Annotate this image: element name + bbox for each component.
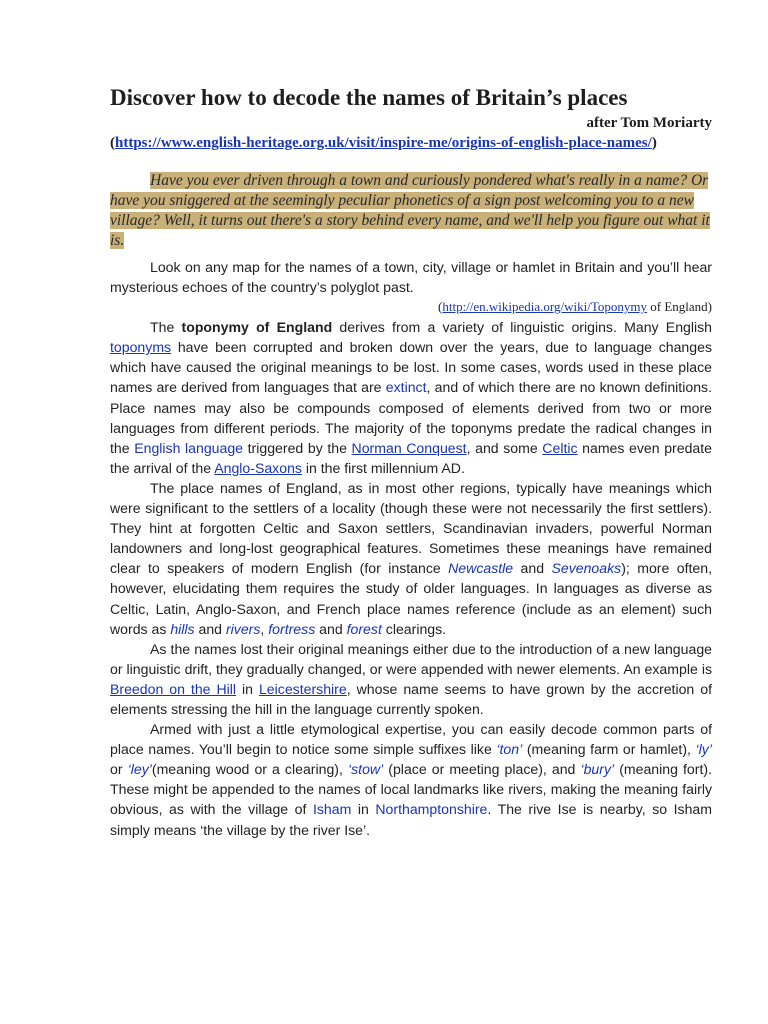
p3-text: and xyxy=(315,620,347,637)
suffix-ley: ‘ley’ xyxy=(127,761,152,778)
link-english-language[interactable]: English language xyxy=(134,439,244,456)
p3-text: ); more often, however, elucidating them requires the study of older languages. In languages as diverse as Celtic, Latin, Anglo-Saxon, and French place names reference (include as an element) such words as xyxy=(110,560,712,637)
author-line: after Tom Moriarty xyxy=(586,115,712,131)
paragraph-3 xyxy=(110,478,712,639)
link-forest[interactable]: forest xyxy=(346,620,382,637)
suffix-ton: ‘ton’ xyxy=(496,741,523,758)
source-open-paren: ( xyxy=(110,135,115,151)
paragraph-5 xyxy=(110,719,712,840)
page-title: Discover how to decode the names of Britain’s places xyxy=(110,85,628,110)
p5-text: in xyxy=(351,801,376,818)
p5-text: or xyxy=(110,761,128,778)
link-fortress[interactable]: fortress xyxy=(268,620,316,637)
link-rivers[interactable]: rivers xyxy=(225,620,261,637)
paragraph-4 xyxy=(110,639,712,719)
suffix-ly: ‘ly’ xyxy=(695,741,712,758)
link-isham[interactable]: Isham xyxy=(312,801,352,818)
p2-text: have been corrupted and broken down over the years, due to language changes which have caused the original meanings to be lost. In some cases, words used in these place names are derived from languages that are xyxy=(110,339,712,396)
p5-text: (meaning wood or a clearing), xyxy=(151,761,348,778)
p2-text: The xyxy=(150,319,182,336)
link-toponyms[interactable]: toponyms xyxy=(110,339,172,356)
p3-text: , xyxy=(260,620,269,637)
p3-text: The place names of England, as in most other regions, typically have meanings which were significant to the settlers of a locality (though these were not necessarily the first settlers). They hint at forgotten Celtic and Saxon settlers, Scandinavian invaders, powerful Norman landowners and long-lost geographical features. Sometimes these meanings have remained clear to speakers of modern English (for instance xyxy=(110,479,712,577)
p5-text: (place or meeting place), and xyxy=(383,761,581,778)
suffix-stow: ‘stow’ xyxy=(347,761,384,778)
source-line xyxy=(110,133,712,153)
p2-text: , and of which there are no known definitions. Place names may also be compounds composed of elements derived from two or more languages from different periods. The majority of the toponyms predate the radical changes in the xyxy=(110,379,712,456)
p2-text: names even predate the arrival of the xyxy=(110,439,713,476)
source-close-paren: ) xyxy=(651,135,657,151)
link-breedon-on-the-hill[interactable]: Breedon on the Hill xyxy=(110,680,237,697)
link-northamptonshire[interactable]: Northamptonshire xyxy=(375,801,488,818)
p5-text: (meaning fort). These might be appended to the names of local landmarks like rivers, making the meaning fairly obvious, as with the village of xyxy=(110,761,712,818)
p5-text: Armed with just a little etymological expertise, you can easily decode common parts of place names. You’ll begin to notice some simple suffixes like xyxy=(110,721,712,758)
link-anglo-saxons[interactable]: Anglo-Saxons xyxy=(214,459,302,476)
paragraph-2 xyxy=(110,317,712,478)
reference-line xyxy=(110,297,712,317)
p2-text: triggered by the xyxy=(243,439,352,456)
p3-text: and xyxy=(194,620,226,637)
intro-text: Have you ever driven through a town and curiously pondered what's really in a name? Or have you sniggered at the seemingly peculiar phonetics of a sign post welcoming you to a new village? Well, it turns out there's a story behind every name, and we'll help you figure out what it is. xyxy=(110,172,710,249)
link-leicestershire[interactable]: Leicestershire xyxy=(258,680,347,697)
p2-text: derives from a variety of linguistic origins. Many English xyxy=(332,319,713,336)
link-hills[interactable]: hills xyxy=(170,620,195,637)
suffix-bury: ‘bury’ xyxy=(580,761,615,778)
p5-text: . The rive Ise is nearby, so Isham simply means ‘the village by the river Ise’. xyxy=(110,801,712,838)
link-sevenoaks[interactable]: Sevenoaks xyxy=(551,560,622,577)
p4-text: , whose name seems to have grown by the accretion of elements stressing the hill in the language currently spoken. xyxy=(110,680,712,717)
link-celtic[interactable]: Celtic xyxy=(542,439,578,456)
p2-text: , and some xyxy=(466,439,543,456)
link-norman-conquest[interactable]: Norman Conquest xyxy=(351,439,467,456)
p3-text: clearings. xyxy=(381,620,447,637)
ref-open-paren: ( xyxy=(438,299,443,315)
p4-text: in xyxy=(236,680,259,697)
toponymy-term: toponymy of England xyxy=(181,319,333,336)
reference-link[interactable]: http://en.wikipedia.org/wiki/Toponymy xyxy=(442,299,648,315)
ref-after: of England) xyxy=(647,299,712,315)
intro-highlight xyxy=(110,171,712,251)
p3-text: and xyxy=(513,560,552,577)
document-content xyxy=(110,83,712,840)
paragraph-1: Look on any map for the names of a town, city, village or hamlet in Britain and you’ll hear mysterious echoes of the country’s polyglot past. xyxy=(110,259,712,296)
p5-text: (meaning farm or hamlet), xyxy=(522,741,696,758)
p4-text: As the names lost their original meanings either due to the introduction of a new language or linguistic drift, they gradually changed, or were appended with newer elements. An example is xyxy=(110,640,712,677)
link-newcastle[interactable]: Newcastle xyxy=(448,560,514,577)
link-extinct[interactable]: extinct xyxy=(385,379,427,396)
p2-text: in the first millennium AD. xyxy=(301,459,465,476)
source-link[interactable]: https://www.english-heritage.org.uk/visit/inspire-me/origins-of-english-place-names/ xyxy=(115,135,652,151)
